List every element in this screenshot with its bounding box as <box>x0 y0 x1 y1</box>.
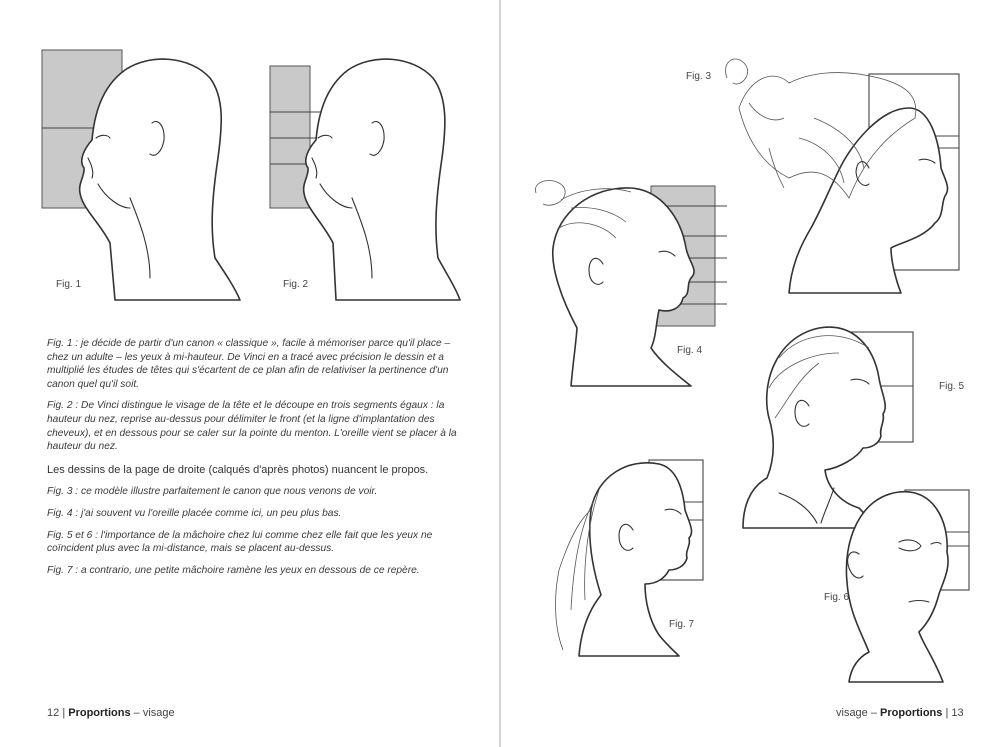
figure-3-label: Fig. 3 <box>686 71 712 82</box>
page-number-left: 12 <box>47 707 60 719</box>
caption-fig-2: Fig. 2 : De Vinci distingue le visage de la tête et le découpe en trois segments égaux : la hauteur du nez, reprise au-dessus pour délimiter le front (et la ligne d'implantation des cheveux), et en dessous pour se caler sur la pointe du menton. L'oreille vient se placer à la hauteur du nez. <box>47 400 457 453</box>
figure-5-label: Fig. 5 <box>939 381 965 392</box>
figure-7-drawing <box>549 450 709 662</box>
page-number-right: 13 <box>951 707 964 719</box>
figure-1-label: Fig. 1 <box>56 279 82 290</box>
left-page <box>0 0 499 747</box>
figure-6-drawing <box>839 482 974 687</box>
left-footer <box>47 707 175 719</box>
caption-fig-1: Fig. 1 : je décide de partir d'un canon « classique », facile à mémoriser parce qu'il place – chez un adulte – les yeux à mi-hauteur. De Vinci en a tracé avec précision le dessin et a multiplié les études de têtes qui s'écartent de ce plan afin de relativiser la pertinence d'un canon quel qu'il soit. <box>47 338 451 390</box>
text-block <box>47 337 457 585</box>
lead-paragraph: Les dessins de la page de droite (calqués d'après photos) nuancent le propos. <box>47 463 429 476</box>
figure-6-label: Fig. 6 <box>824 592 850 603</box>
right-page <box>501 0 1000 747</box>
figure-4-label: Fig. 4 <box>677 345 703 356</box>
footer-sub-left: – visage <box>133 707 175 719</box>
note-fig-5-6: Fig. 5 et 6 : l'importance de la mâchoire chez lui comme chez elle fait que les yeux ne coïncident plus avec la mi-distance, mais se placent au-dessus. <box>47 529 433 555</box>
figure-4-drawing <box>531 178 731 390</box>
note-fig-3: Fig. 3 : ce modèle illustre parfaitement le canon que nous venons de voir. <box>47 486 378 498</box>
figure-1-drawing <box>40 48 245 304</box>
figure-3-drawing <box>719 48 969 298</box>
footer-section-right: Proportions <box>880 707 943 719</box>
note-fig-7: Fig. 7 : a contrario, une petite mâchoire ramène les yeux en dessous de ce repère. <box>47 564 420 576</box>
figure-2-drawing <box>268 48 468 304</box>
footer-separator-left: | <box>62 707 66 719</box>
note-fig-4: Fig. 4 : j'ai souvent vu l'oreille placée comme ici, un peu plus bas. <box>47 507 342 519</box>
figure-2-label: Fig. 2 <box>283 279 309 290</box>
figure-7-label: Fig. 7 <box>669 619 695 630</box>
footer-sub-right: visage – <box>836 707 877 719</box>
right-footer <box>836 707 964 719</box>
footer-separator-right: | <box>945 707 949 719</box>
footer-section-left: Proportions <box>68 707 131 719</box>
